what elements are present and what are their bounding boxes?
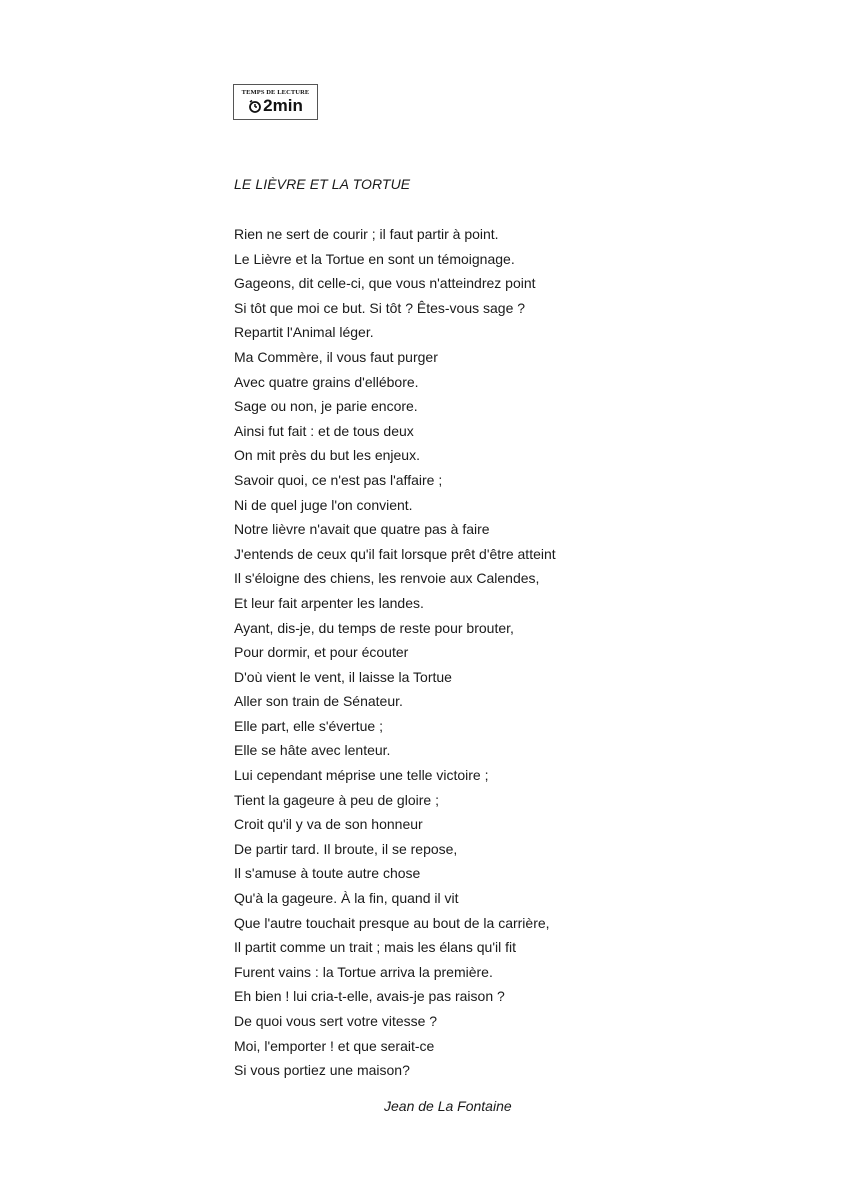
poem-line: Il s'éloigne des chiens, les renvoie aux Calendes, <box>234 570 540 587</box>
poem-line: Pour dormir, et pour écouter <box>234 644 409 661</box>
poem-line: On mit près du but les enjeux. <box>234 447 420 464</box>
poem-title: LE LIÈVRE ET LA TORTUE <box>234 176 411 192</box>
poem-line: Notre lièvre n'avait que quatre pas à faire <box>234 521 490 538</box>
poem-line: Que l'autre touchait presque au bout de la carrière, <box>234 914 550 931</box>
poem-line: Si tôt que moi ce but. Si tôt ? Êtes-vous sage ? <box>234 299 526 316</box>
poem-line: J'entends de ceux qu'il fait lorsque prêt d'être atteint <box>234 545 556 562</box>
poem-line: Ayant, dis-je, du temps de reste pour brouter, <box>234 619 514 636</box>
reading-time-row <box>234 97 317 115</box>
poem-line: Repartit l'Animal léger. <box>234 324 374 341</box>
poem-line: Et leur fait arpenter les landes. <box>234 594 424 611</box>
poem-line: Croit qu'il y va de son honneur <box>234 816 423 833</box>
poem-line: Savoir quoi, ce n'est pas l'affaire ; <box>234 471 443 488</box>
poem-author: Jean de La Fontaine <box>384 1098 512 1114</box>
poem-line: Si vous portiez une maison? <box>234 1062 410 1079</box>
poem-line: Tient la gageure à peu de gloire ; <box>234 791 439 808</box>
poem-line: Eh bien ! lui cria-t-elle, avais-je pas raison ? <box>234 988 505 1005</box>
stopwatch-icon <box>248 99 262 113</box>
poem-line: Sage ou non, je parie encore. <box>234 398 418 415</box>
reading-time-value: 2min <box>263 96 303 115</box>
poem-line: D'où vient le vent, il laisse la Tortue <box>234 668 452 685</box>
poem-line: Avec quatre grains d'ellébore. <box>234 373 419 390</box>
poem-line: Ma Commère, il vous faut purger <box>234 348 438 365</box>
poem-line: Il s'amuse à toute autre chose <box>234 865 421 882</box>
poem-line: Le Lièvre et la Tortue en sont un témoignage. <box>234 250 515 267</box>
poem-line: Ainsi fut fait : et de tous deux <box>234 422 414 439</box>
poem-line: Elle se hâte avec lenteur. <box>234 742 391 759</box>
reading-time-label: TEMPS DE LECTURE <box>241 89 310 96</box>
poem-line: Furent vains : la Tortue arriva la première. <box>234 963 493 980</box>
poem-line: Qu'à la gageure. À la fin, quand il vit <box>234 890 459 907</box>
poem-line: Elle part, elle s'évertue ; <box>234 717 383 734</box>
reading-time-badge <box>233 84 318 120</box>
poem-line: De partir tard. Il broute, il se repose, <box>234 840 458 857</box>
poem-line: Lui cependant méprise une telle victoire ; <box>234 767 489 784</box>
poem-line: Ni de quel juge l'on convient. <box>234 496 413 513</box>
poem-line: Gageons, dit celle-ci, que vous n'atteindrez point <box>234 275 536 292</box>
poem-line: De quoi vous sert votre vitesse ? <box>234 1013 438 1029</box>
poem-line: Rien ne sert de courir ; il faut partir à point. <box>234 226 499 242</box>
poem-body <box>234 222 556 1083</box>
poem-line: Il partit comme un trait ; mais les élans qu'il fit <box>234 939 516 956</box>
poem-line: Aller son train de Sénateur. <box>234 693 403 710</box>
poem-line: Moi, l'emporter ! et que serait-ce <box>234 1037 435 1054</box>
